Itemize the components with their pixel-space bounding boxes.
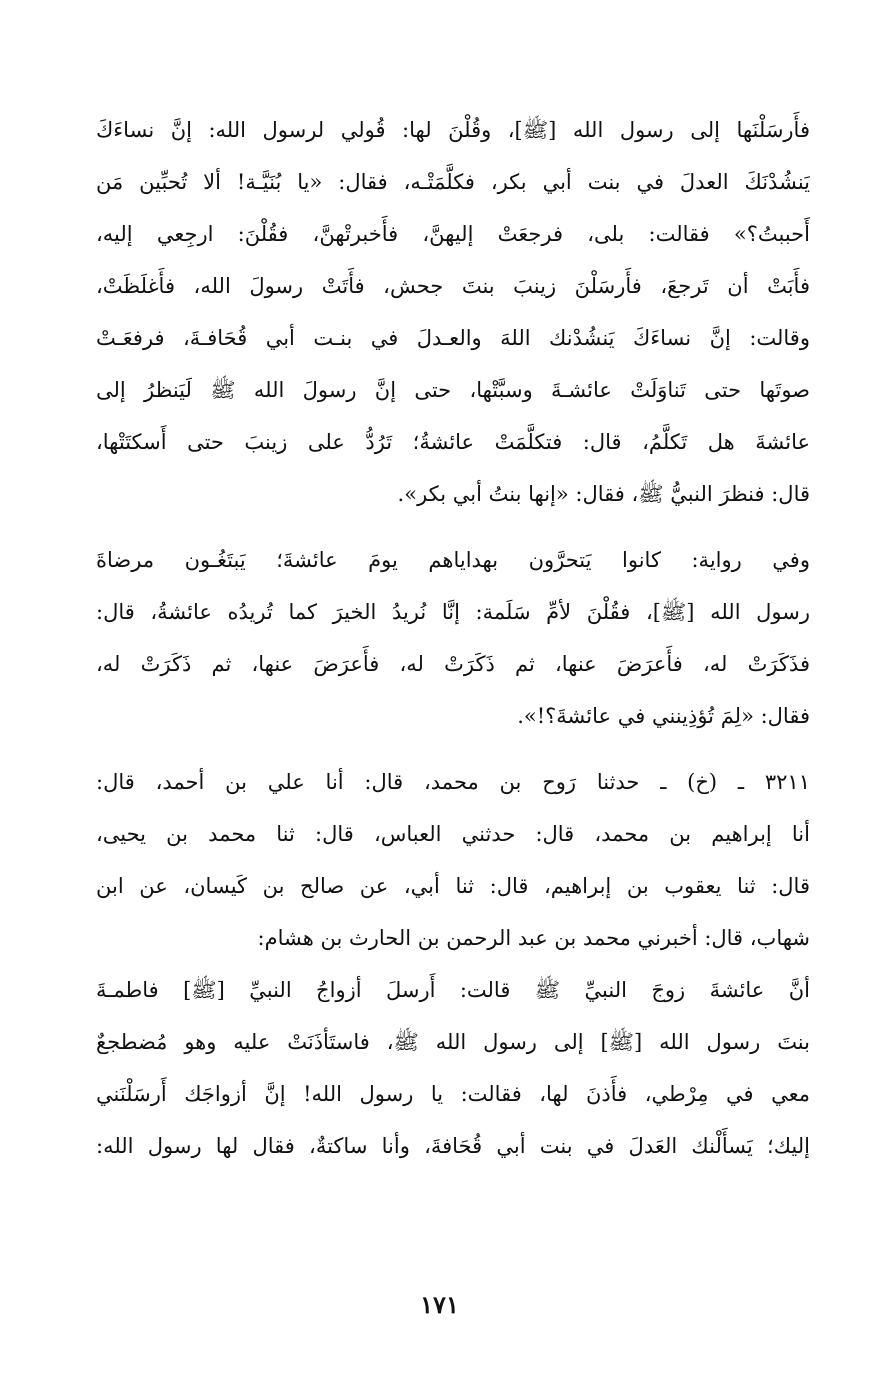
paragraph-1	[96, 104, 810, 520]
text-line: قال: ثنا يعقوب بن إبراهيم، قال: ثنا أبي، عن صالح بن كَيسان، عن ابن	[96, 874, 810, 898]
text-line: يَنشُدْنَكَ العدلَ في بنت أبي بكر، فكلَّمَتْـه، فقال: «يا بُنَيَّـة! ألا تُحبِّين مَن	[96, 170, 810, 194]
text-line: ٣٢١١ ـ (خ) ـ حدثنا رَوح بن محمد، قال: أنا علي بن أحمد، قال:	[96, 770, 810, 794]
text-line: فذَكَرَتْ له، فأَعرَضَ عنها، ثم ذَكَرَتْ له، فأَعرَضَ عنها، ثم ذَكَرَتْ له،	[96, 652, 810, 676]
text-line: وقالت: إنَّ نساءَكَ يَنشُدْنك اللهَ والعـدلَ في بنـت أبي قُحَافـةَ، فرفعَـتْ	[96, 326, 810, 350]
text-line: أَحببتُ؟» فقالت: بلى، فرجعَتْ إليهنَّ، فأَخبرتْهنَّ، فقُلْنَ: ارجِعي إليه،	[96, 222, 810, 246]
text-line: عائشةَ هل تَكلَّمُ، قال: فتكلَّمَتْ عائشةُ؛ تَرُدُّ على زينبَ حتى أَسكتَتْها،	[96, 430, 810, 454]
text-line: بنتَ رسول الله [ﷺ] إلى رسول الله ﷺ، فاستَأذَنَتْ عليه وهو مُضطجعٌ	[96, 1030, 810, 1054]
hadith-3211-text	[96, 964, 810, 1172]
page-body	[96, 104, 810, 1172]
paragraph-2	[96, 534, 810, 742]
text-line: معي في مِرْطي، فأَذنَ لها، فقالت: يا رسول الله! إنَّ أزواجَك أَرسَلْنَني	[96, 1082, 810, 1106]
text-line: وفي رواية: كانوا يَتحرَّون بهداياهم يومَ عائشةَ؛ يَبتَغُـون مرضاةَ	[96, 548, 810, 572]
text-line: أنا إبراهيم بن محمد، قال: حدثني العباس، قال: ثنا محمد بن يحيى،	[96, 822, 810, 846]
text-line: أنَّ عائشةَ زوجَ النبيِّ ﷺ قالت: أَرسلَ أزواجُ النبيِّ [ﷺ] فاطمـةَ	[96, 978, 810, 1002]
text-line: فقال: «لِمَ تُؤذِينني في عائشةَ؟!».	[517, 704, 810, 728]
text-line: صوتَها حتى تَناوَلَتْ عائشـةَ وسبَّتْها، حتى إنَّ رسولَ الله ﷺ لَيَنظرُ إلى	[96, 378, 810, 402]
hadith-3211-chain	[96, 756, 810, 964]
page-number: ١٧١	[420, 1290, 459, 1319]
text-line: قال: فنظرَ النبيُّ ﷺ، فقال: «إنها بنتُ أبي بكر».	[397, 482, 810, 506]
text-line: فأَرسَلْنَها إلى رسول الله [ﷺ]، وقُلْنَ لها: قُولي لرسول الله: إنَّ نساءَكَ	[96, 118, 810, 142]
text-line: شهاب، قال: أخبرني محمد بن عبد الرحمن بن الحارث بن هشام:	[257, 926, 810, 950]
text-line: رسول الله [ﷺ]، فقُلْنَ لأمِّ سَلَمة: إنَّا نُريدُ الخيرَ كما تُريدُه عائشةُ، قال:	[96, 600, 810, 624]
text-line: فأَبَتْ أن تَرجعَ، فأَرسَلْنَ زينبَ بنتَ جحش، فأَتَتْ رسولَ الله، فأَغلَظَتْ،	[96, 274, 810, 298]
text-line: إليك؛ يَسأَلْنك العَدلَ في بنت أبي قُحَافةَ، وأنا ساكتةٌ، فقال لها رسول الله:	[96, 1134, 810, 1158]
